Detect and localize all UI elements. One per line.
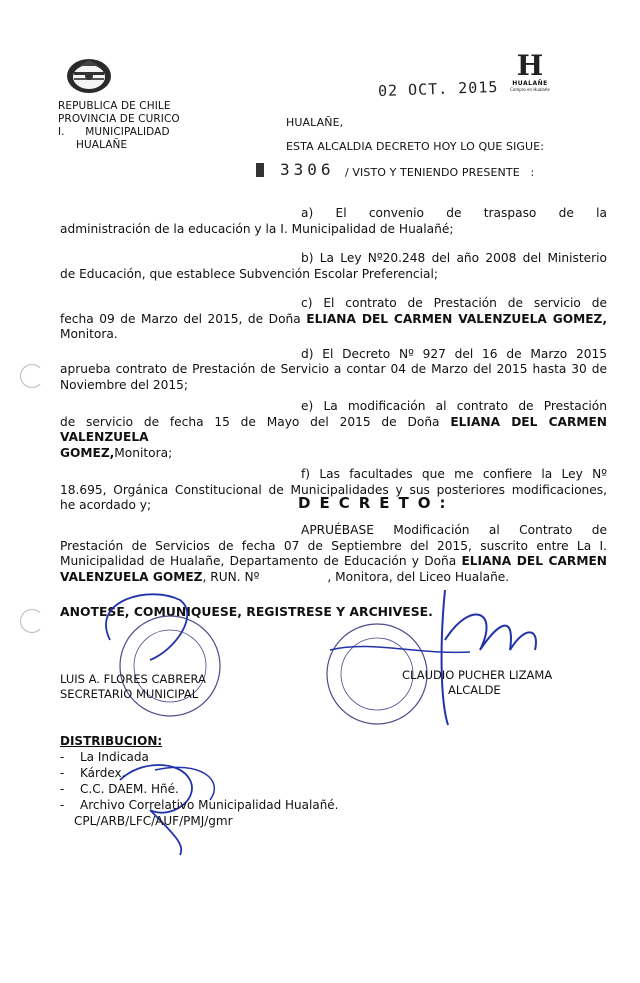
resolution-text: , Monitora, del Liceo Hualañe.	[327, 569, 510, 584]
item-c-text: fecha 09 de Marzo del 2015, de Doña	[60, 311, 307, 326]
distribution-item: - Kárdex.	[60, 766, 126, 780]
item-c-line: c) El contrato de Prestación de servicio de	[301, 296, 607, 310]
issuer-line: PROVINCIA DE CURICO	[58, 113, 180, 125]
mayor-name: CLAUDIO PUCHER LIZAMA	[402, 668, 553, 682]
secretary-block	[60, 672, 206, 702]
secretary-title: SECRETARIO MUNICIPAL	[60, 687, 199, 701]
item-e-text: de servicio de fecha 15 de Mayo del 2015 de Doña	[60, 414, 451, 429]
logo-h-icon: H	[516, 49, 544, 82]
date-stamp: 02 OCT. 2015	[377, 77, 499, 101]
resolution-text: Municipalidad de Hualañe, Departamento de Educación y Doña	[60, 554, 462, 568]
distribution-item-label: Kárdex.	[80, 766, 126, 780]
coat-of-arms-icon	[64, 56, 114, 96]
punch-hole-icon	[20, 364, 44, 388]
item-b-line: de Educación, que establece Subvención Escolar Preferencial;	[60, 266, 438, 281]
mayor-block	[402, 668, 552, 698]
resolution-name: VALENZUELA GOMEZ	[60, 569, 203, 584]
issuer-line: I. MUNICIPALIDAD	[58, 126, 170, 138]
item-d-line: aprueba contrato de Prestación de Servicio a contar 04 de Marzo del 2015 hasta 30 de	[60, 362, 607, 376]
item-c-name: ELIANA DEL CARMEN VALENZUELA GOMEZ,	[306, 311, 608, 326]
item-f-line: he acordado y;	[60, 498, 152, 512]
distribution-item-label: La Indicada	[80, 750, 149, 764]
city-label: HUALAÑE,	[286, 116, 344, 129]
item-a-line: a) El convenio de traspaso de la	[301, 206, 607, 220]
item-f-line: 18.695, Orgánica Constitucional de Municipalidades y sus posteriores modificaciones,	[60, 482, 607, 497]
distribution-initials: CPL/ARB/LFC/AUF/PMJ/gmr	[74, 814, 233, 828]
resolution	[60, 523, 607, 585]
item-e-text: Monitora;	[114, 445, 173, 460]
municipal-logo	[505, 49, 555, 92]
issuer-line: HUALAÑE	[76, 139, 128, 151]
decree-number: 3306	[280, 160, 335, 179]
item-c-line	[60, 312, 607, 328]
resolution-line: APRUÉBASE Modificación al Contrato de	[301, 523, 607, 537]
mayor-title: ALCALDE	[448, 683, 501, 697]
item-a-line: administración de la educación y la I. Municipalidad de Hualañé;	[60, 221, 454, 236]
item-e-line: e) La modificación al contrato de Prestación	[301, 399, 607, 413]
item-e-name: ELIANA DEL CARMEN VALENZUELA	[60, 414, 607, 444]
distribution-item-label: C.C. DAEM. Hñé.	[80, 782, 179, 796]
distribution-item: - C.C. DAEM. Hñé.	[60, 782, 179, 796]
considerations	[60, 206, 607, 514]
distribution-item: - Archivo Correlativo Municipalidad Hualañé.	[60, 798, 339, 812]
item-d-line: d) El Decreto Nº 927 del 16 de Marzo 2015	[301, 346, 607, 361]
logo-subtext: Compro en Hualañe	[510, 87, 550, 92]
resolution-line: Prestación de Servicios de fecha 07 de Septiembre del 2015, suscrito entre La I.	[60, 538, 607, 553]
distribution-title: DISTRIBUCION:	[60, 734, 163, 748]
visto-line: / VISTO Y TENIENDO PRESENTE :	[345, 166, 535, 179]
resolution-line	[60, 570, 607, 586]
stamp-mark	[256, 163, 264, 177]
item-e-line	[60, 415, 607, 446]
item-b-line: b) La Ley Nº20.248 del año 2008 del Ministerio	[301, 251, 607, 265]
distribution-item: - La Indicada	[60, 750, 149, 764]
anotese-line: ANOTESE, COMUNIQUESE, REGISTRESE Y ARCHIVESE.	[60, 604, 433, 619]
resolution-run-label: , RUN. Nº	[202, 569, 260, 584]
intro-line: ESTA ALCALDIA DECRETO HOY LO QUE SIGUE:	[286, 140, 545, 153]
item-f-line: f) Las facultades que me confiere la Ley Nº	[301, 467, 607, 481]
item-e-name: GOMEZ,	[60, 445, 115, 460]
distribution	[60, 733, 339, 829]
issuer-block	[58, 100, 180, 152]
secretary-name: LUIS A. FLORES CABRERA	[60, 672, 206, 686]
distribution-item-label: Archivo Correlativo Municipalidad Hualañé.	[80, 798, 339, 812]
issuer-line: REPUBLICA DE CHILE	[58, 100, 171, 112]
mayor-signature-icon	[442, 590, 448, 725]
item-d-line: Noviembre del 2015;	[60, 377, 189, 392]
resolution-name: ELIANA DEL CARMEN	[461, 554, 607, 568]
item-e-line	[60, 446, 607, 462]
punch-hole-icon	[20, 609, 44, 633]
resolution-line	[60, 554, 607, 570]
decreto-title: DECRETO:	[298, 494, 455, 512]
logo-text: HUALAÑE	[512, 80, 548, 87]
item-c-line: Monitora.	[60, 327, 118, 341]
